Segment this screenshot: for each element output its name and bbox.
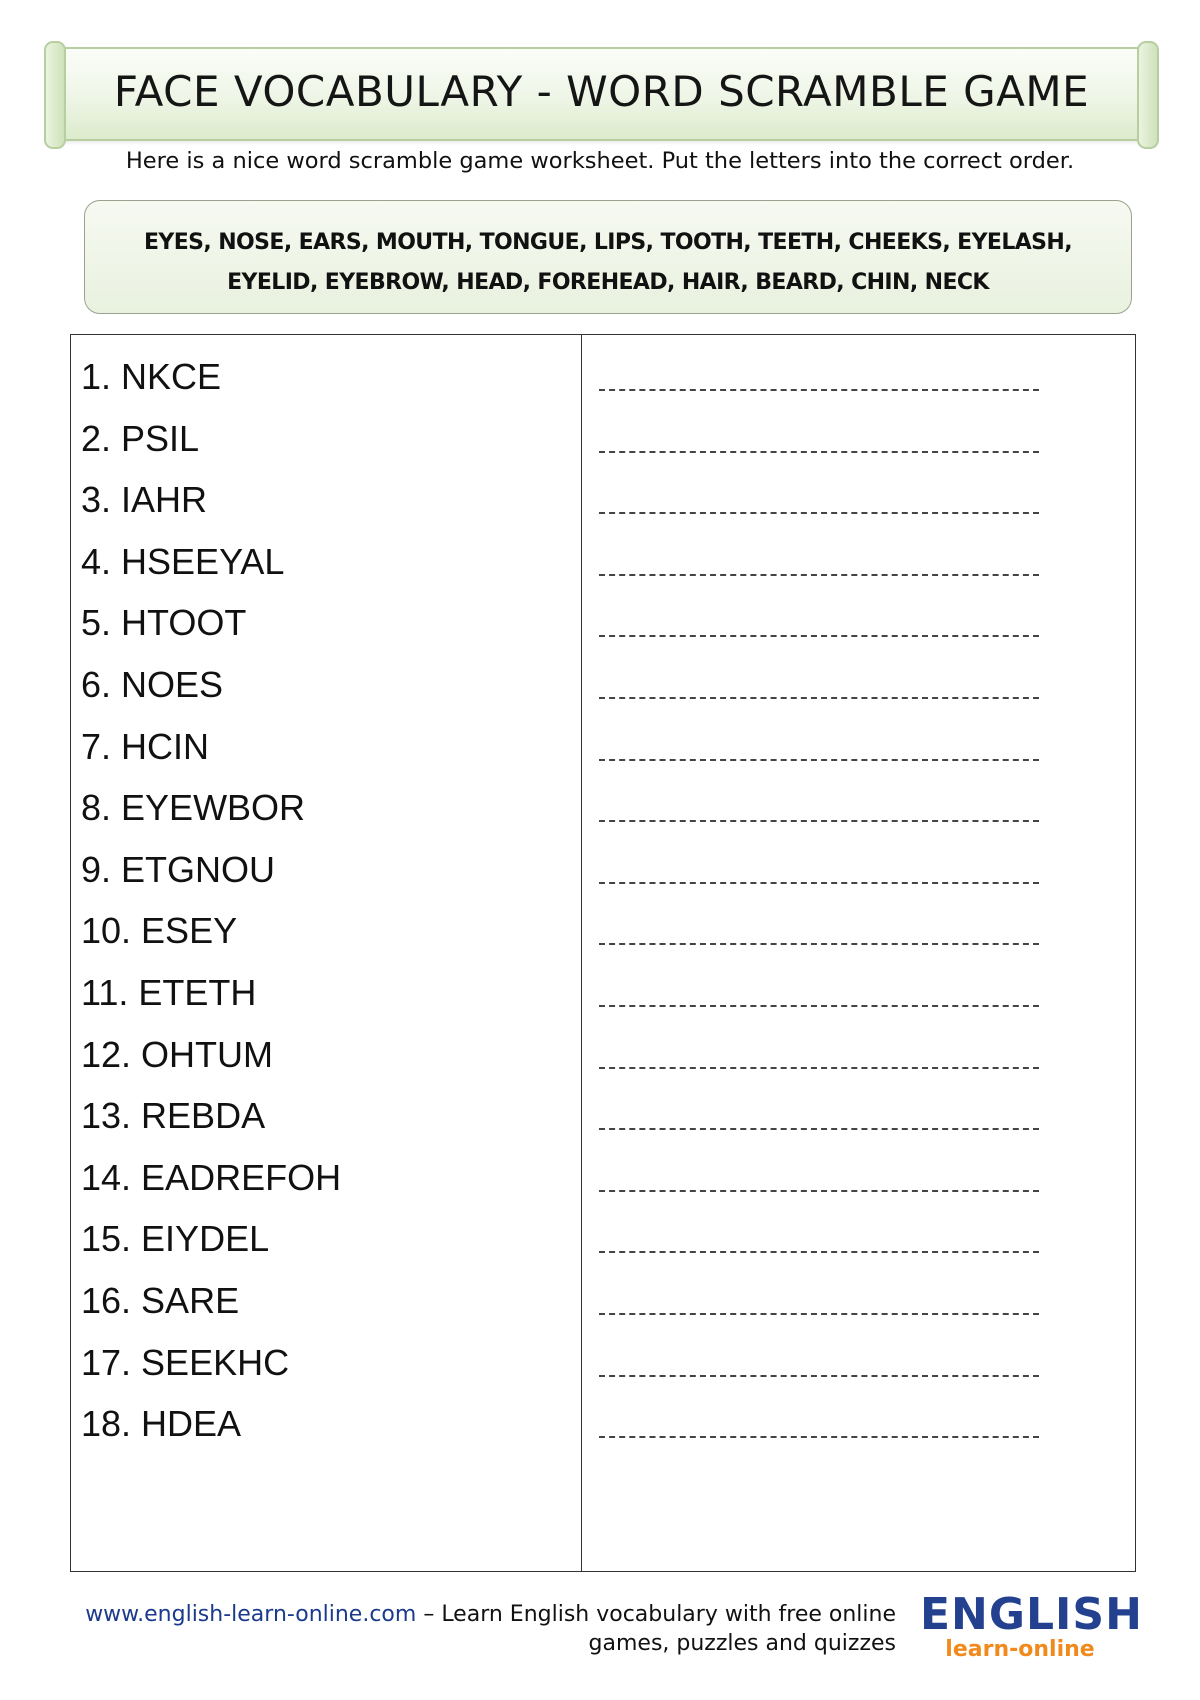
scrambled-word: ETGNOU xyxy=(121,848,276,890)
scramble-item xyxy=(81,1333,289,1393)
answer-line[interactable] xyxy=(599,697,1039,699)
footer-text xyxy=(50,1600,896,1658)
answer-line[interactable] xyxy=(599,1005,1039,1007)
answer-line[interactable] xyxy=(599,1436,1039,1438)
scramble-item xyxy=(81,1025,273,1085)
scrambled-word: REBDA xyxy=(141,1095,266,1137)
item-number: 6. xyxy=(81,664,112,705)
item-number: 9. xyxy=(81,848,112,890)
answer-line[interactable] xyxy=(599,1067,1039,1069)
answer-line[interactable] xyxy=(599,389,1039,391)
word-bank xyxy=(84,200,1132,314)
scramble-item xyxy=(81,1209,269,1269)
instructions: Here is a nice word scramble game worksheet. Put the letters into the correct order. xyxy=(125,148,1075,174)
footer-link[interactable]: www.english-learn-online.com xyxy=(85,1602,417,1627)
footer-tagline-1: – Learn English vocabulary with free online xyxy=(416,1602,896,1627)
answer-line[interactable] xyxy=(599,820,1039,822)
answer-line[interactable] xyxy=(599,512,1039,514)
answer-line[interactable] xyxy=(599,1313,1039,1315)
scramble-item xyxy=(81,963,256,1023)
answer-line[interactable] xyxy=(599,882,1039,884)
scramble-item xyxy=(81,1394,241,1454)
logo-main-text: ENGLISH xyxy=(920,1589,1143,1640)
scrambled-word: EYEWBOR xyxy=(121,787,306,829)
scrambled-word: EADREFOH xyxy=(141,1156,342,1198)
item-number: 15. xyxy=(81,1218,132,1260)
answer-line[interactable] xyxy=(599,574,1039,576)
scrambled-word: NOES xyxy=(121,664,224,705)
item-number: 12. xyxy=(81,1033,132,1075)
item-number: 5. xyxy=(81,602,112,644)
item-number: 8. xyxy=(81,787,112,829)
scramble-item xyxy=(81,1271,239,1331)
column-divider xyxy=(581,335,582,1571)
scramble-item xyxy=(81,1148,341,1208)
scramble-item xyxy=(81,717,209,777)
scramble-item xyxy=(81,901,237,961)
scramble-item xyxy=(81,532,284,592)
page-title: FACE VOCABULARY - WORD SCRAMBLE GAME xyxy=(113,67,1090,116)
site-logo xyxy=(920,1589,1143,1662)
scramble-item xyxy=(81,470,207,530)
scramble-item xyxy=(81,655,223,715)
answer-line[interactable] xyxy=(599,943,1039,945)
word-bank-line-2: EYELID, EYEBROW, HEAD, FOREHEAD, HAIR, BEARD, CHIN, NECK xyxy=(227,270,989,295)
answer-line[interactable] xyxy=(599,1190,1039,1192)
scrambled-word: EIYDEL xyxy=(141,1218,270,1260)
item-number: 14. xyxy=(81,1156,132,1198)
logo-sub-text: learn-online xyxy=(945,1637,1095,1662)
answer-line[interactable] xyxy=(599,759,1039,761)
item-number: 7. xyxy=(81,725,112,767)
scrambled-word: IAHR xyxy=(121,479,208,521)
item-number: 2. xyxy=(81,417,112,459)
item-number: 10. xyxy=(81,910,132,952)
title-banner xyxy=(52,47,1151,141)
item-number: 1. xyxy=(81,356,112,397)
item-number: 16. xyxy=(81,1280,132,1321)
scramble-item xyxy=(81,593,246,653)
item-number: 18. xyxy=(81,1403,132,1445)
scrambled-word: SEEKHC xyxy=(141,1341,290,1383)
item-number: 3. xyxy=(81,479,112,521)
scrambled-word: ETETH xyxy=(138,972,257,1013)
scrambled-word: PSIL xyxy=(121,417,200,459)
scrambled-word: OHTUM xyxy=(141,1033,274,1075)
item-number: 4. xyxy=(81,540,112,582)
scrambled-word: ESEY xyxy=(141,910,238,952)
item-number: 13. xyxy=(81,1095,132,1137)
answer-line[interactable] xyxy=(599,1251,1039,1253)
scrambled-word: HTOOT xyxy=(121,602,247,644)
answer-line[interactable] xyxy=(599,451,1039,453)
scrambled-word: HDEA xyxy=(141,1403,242,1445)
scramble-item xyxy=(81,1086,265,1146)
scrambled-word: NKCE xyxy=(121,356,222,397)
answer-line[interactable] xyxy=(599,1375,1039,1377)
scrambled-word: HCIN xyxy=(121,725,210,767)
scramble-item xyxy=(81,347,221,407)
scramble-item xyxy=(81,778,305,838)
scramble-item xyxy=(81,409,199,469)
scrambled-word: SARE xyxy=(141,1280,240,1321)
word-bank-line-1: EYES, NOSE, EARS, MOUTH, TONGUE, LIPS, TOOTH, TEETH, CHEEKS, EYELASH, xyxy=(144,230,1072,255)
item-number: 17. xyxy=(81,1341,132,1383)
footer-tagline-2: games, puzzles and quizzes xyxy=(588,1631,896,1656)
scrambled-word: HSEEYAL xyxy=(121,540,285,582)
exercise-table xyxy=(70,334,1136,1572)
answer-line[interactable] xyxy=(599,635,1039,637)
item-number: 11. xyxy=(81,972,129,1013)
scramble-item xyxy=(81,840,275,900)
answer-line[interactable] xyxy=(599,1128,1039,1130)
